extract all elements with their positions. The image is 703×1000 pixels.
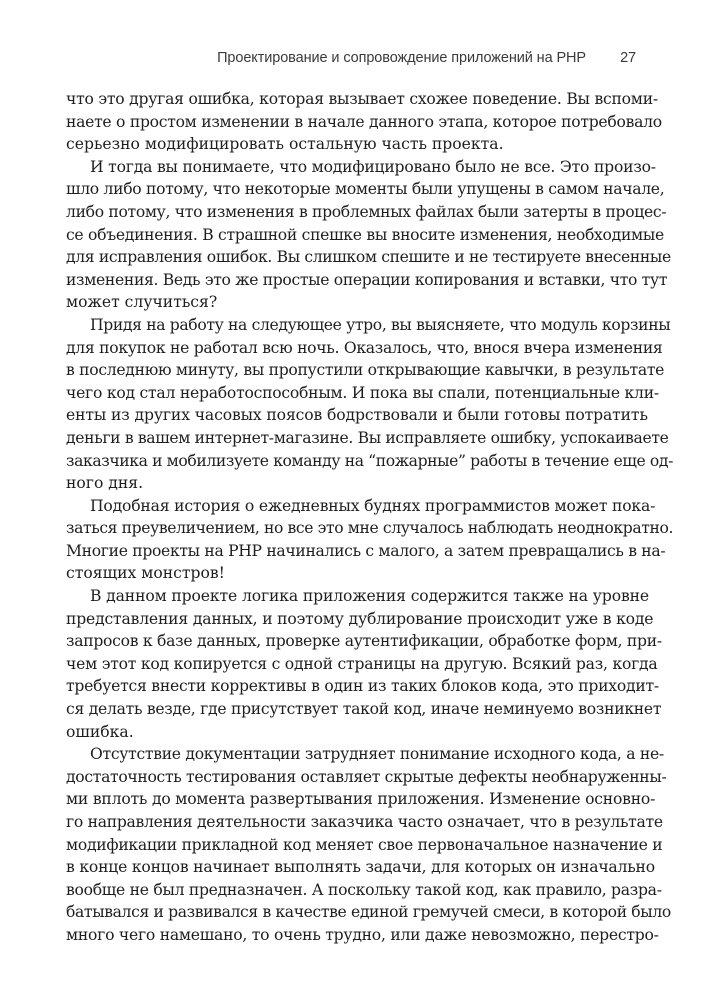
text-line: В данном проекте логика приложения содержится также на уровне bbox=[90, 587, 649, 606]
text-line: деньги в вашем интернет-магазине. Вы исправляете ошибку, успокаиваете bbox=[66, 428, 669, 447]
paragraph bbox=[66, 88, 662, 156]
text-line: батывался и развивался в качестве единой гремучей смеси, в которой было bbox=[66, 903, 671, 922]
text-line: Многие проекты на PHP начинались с малого, а затем превращались в на- bbox=[66, 541, 666, 560]
text-line: Отсутствие документации затрудняет понимание исходного кода, а не- bbox=[90, 745, 664, 764]
text-line: представления данных, и поэтому дублирование происходит уже в коде bbox=[66, 609, 654, 628]
text-line: се объединения. В страшной спешке вы вносите изменения, необходимые bbox=[66, 225, 664, 244]
body-text bbox=[66, 88, 674, 947]
text-line: ошибка. bbox=[66, 722, 134, 741]
paragraph bbox=[66, 743, 671, 946]
text-line: стоящих монстров! bbox=[66, 564, 225, 583]
text-line: запросов к базе данных, проверке аутентификации, обработке форм, при- bbox=[66, 632, 662, 651]
text-line: требуется внести коррективы в один из таких блоков кода, это приходит- bbox=[66, 677, 659, 696]
running-header bbox=[66, 50, 636, 72]
text-line: Подобная история о ежедневных буднях программистов может пока- bbox=[90, 496, 656, 515]
text-line: И тогда вы понимаете, что модифицировано было не все. Это произо- bbox=[90, 157, 656, 176]
text-line: серьезно модифицировать остальную часть проекта. bbox=[66, 135, 504, 154]
text-line: может случиться? bbox=[66, 293, 218, 312]
text-line: для исправления ошибок. Вы слишком спешите и не тестируете внесенные bbox=[66, 248, 671, 267]
text-line: для покупок не работал всю ночь. Оказалось, что, внося вчера изменения bbox=[66, 338, 663, 357]
text-line: что это другая ошибка, которая вызывает схожее поведение. Вы вспоми- bbox=[66, 90, 658, 108]
text-line: ми вплоть до момента развертывания приложения. Изменение основно- bbox=[66, 790, 656, 809]
text-line: либо потому, что изменения в проблемных файлах были затерты в процес- bbox=[66, 202, 667, 221]
text-line: ного дня. bbox=[66, 474, 144, 493]
paragraph bbox=[66, 585, 662, 743]
text-line: чего код стал неработоспособным. И пока вы спали, потенциальные кли- bbox=[66, 383, 659, 402]
text-line: Придя на работу на следующее утро, вы выясняете, что модуль корзины bbox=[90, 315, 671, 334]
text-line: чем этот код копируется с одной страницы на другую. Всякий раз, когда bbox=[66, 654, 658, 673]
text-line: наете о простом изменении в начале данного этапа, которое потребовало bbox=[66, 112, 662, 131]
text-line: шло либо потому, что некоторые моменты были упущены в самом начале, bbox=[66, 180, 665, 199]
text-line: заться преувеличением, но все это мне случалось наблюдать неоднократно. bbox=[66, 519, 674, 538]
text-line: в последнюю минуту, вы пропустили открывающие кавычки, в результате bbox=[66, 361, 665, 380]
text-line: много чего намешано, то очень трудно, или даже невозможно, перестро- bbox=[66, 925, 659, 944]
text-line: го направления деятельности заказчика часто означает, что в результате bbox=[66, 813, 663, 831]
text-line: енты из других часовых поясов бодрствовали и были готовы потратить bbox=[66, 406, 648, 425]
running-title: Проектирование и сопровождение приложений на PHP bbox=[217, 50, 586, 66]
text-line: модификации прикладной код меняет свое первоначальное назначение и bbox=[66, 835, 663, 854]
paragraph bbox=[66, 314, 673, 495]
text-line: заказчика и мобилизуете команду на “пожарные” работы в течение еще од- bbox=[66, 451, 673, 470]
paragraph bbox=[66, 156, 671, 314]
page-number: 27 bbox=[620, 50, 636, 66]
text-line: изменения. Ведь это же простые операции копирования и вставки, что тут bbox=[66, 270, 668, 289]
text-line: в конце концов начинает выполнять задачи, для которых он изначально bbox=[66, 858, 655, 877]
text-line: достаточность тестирования оставляет скрытые дефекты необнаруженны- bbox=[66, 767, 667, 786]
text-line: вообще не был предназначен. А поскольку такой код, как правило, разра- bbox=[66, 880, 662, 899]
text-line: ся делать везде, где присутствует такой код, иначе неминуемо возникнет bbox=[66, 700, 662, 719]
paragraph bbox=[66, 495, 674, 585]
